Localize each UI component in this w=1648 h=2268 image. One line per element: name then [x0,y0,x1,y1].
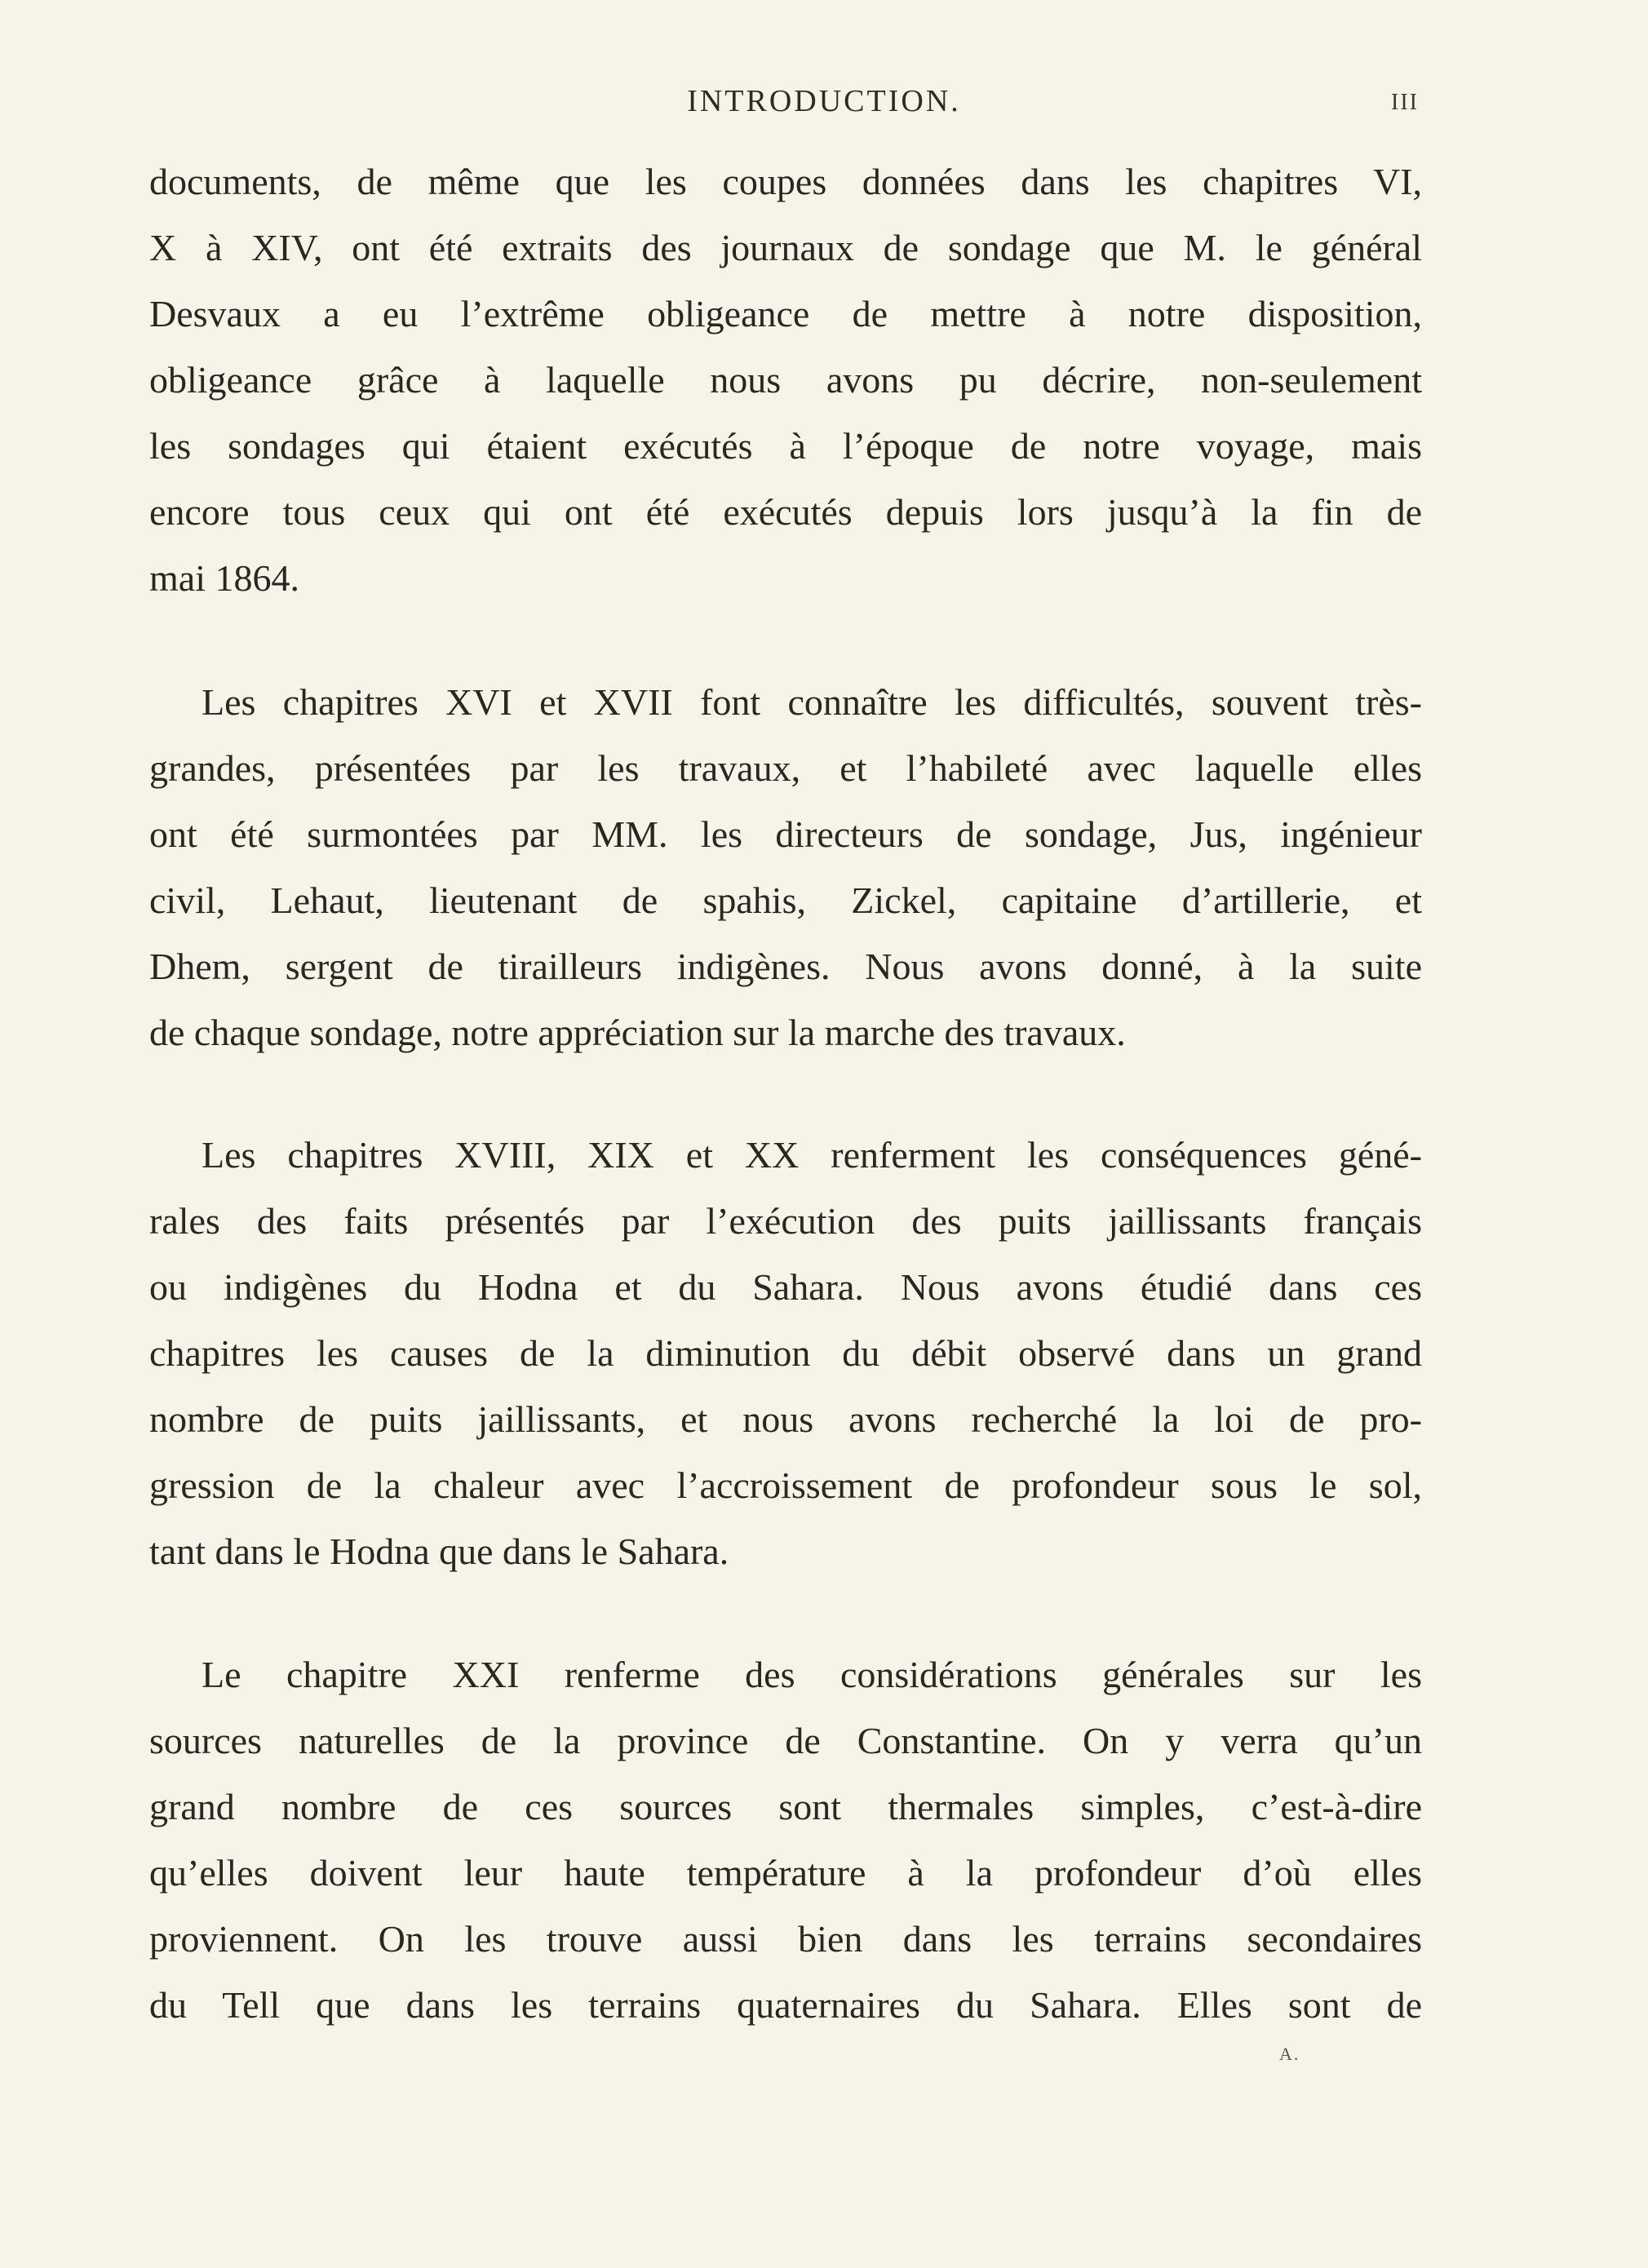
text-line: de chaque sondage, notre appréciation sur la marche des travaux. [149,1012,1126,1053]
text-line: Desvaux a eu l’extrême obligeance de mettre à notre disposition, [149,293,1422,334]
text-line: les sondages qui étaient exécutés à l’époque de notre voyage, mais [149,425,1422,467]
text-line: grand nombre de ces sources sont thermales simples, c’est-à-dire [149,1786,1422,1827]
running-header-title: INTRODUCTION. [687,84,961,118]
text-line: obligeance grâce à laquelle nous avons pu décrire, non-seulement [149,359,1422,401]
text-line: ont été surmontées par MM. les directeurs de sondage, Jus, ingénieur [149,813,1422,855]
text-line: civil, Lehaut, lieutenant de spahis, Zickel, capitaine d’artillerie, et [149,879,1422,921]
text-line: proviennent. On les trouve aussi bien dans les terrains secondaires [149,1918,1422,1960]
text-line: Les chapitres XVI et XVII font connaître les difficultés, souvent très- [202,681,1422,723]
page-number: III [1391,90,1419,115]
text-line: ou indigènes du Hodna et du Sahara. Nous avons étudié dans ces [149,1266,1422,1308]
text-line: mai 1864. [149,557,299,599]
text-line: X à XIV, ont été extraits des journaux de sondage que M. le général [149,227,1422,268]
paragraph-2 [149,669,1422,1065]
text-line: nombre de puits jaillissants, et nous avons recherché la loi de pro- [149,1398,1422,1440]
signature-mark: A. [1279,2044,1300,2064]
text-line: sources naturelles de la province de Constantine. On y verra qu’un [149,1720,1422,1761]
text-line: encore tous ceux qui ont été exécutés depuis lors jusqu’à la fin de [149,491,1422,533]
paragraph-3 [149,1122,1422,1584]
text-line: documents, de même que les coupes données dans les chapitres VI, [149,161,1422,202]
text-line: Dhem, sergent de tirailleurs indigènes. Nous avons donné, à la suite [149,946,1422,987]
text-line: tant dans le Hodna que dans le Sahara. [149,1530,729,1572]
text-line: qu’elles doivent leur haute température à la profondeur d’où elles [149,1852,1422,1894]
text-line: du Tell que dans les terrains quaternaires du Sahara. Elles sont de [149,1984,1422,2026]
paragraph-4 [149,1641,1422,2038]
text-line: grandes, présentées par les travaux, et l’habileté avec laquelle elles [149,747,1422,789]
paragraph-1 [149,148,1422,611]
text-line: chapitres les causes de la diminution du débit observé dans un grand [149,1332,1422,1374]
text-line: gression de la chaleur avec l’accroissement de profondeur sous le sol, [149,1464,1422,1506]
text-line: Les chapitres XVIII, XIX et XX renferment les conséquences géné- [202,1134,1422,1176]
text-line: Le chapitre XXI renferme des considérations générales sur les [202,1654,1422,1695]
text-line: rales des faits présentés par l’exécution des puits jaillissants français [149,1200,1422,1242]
